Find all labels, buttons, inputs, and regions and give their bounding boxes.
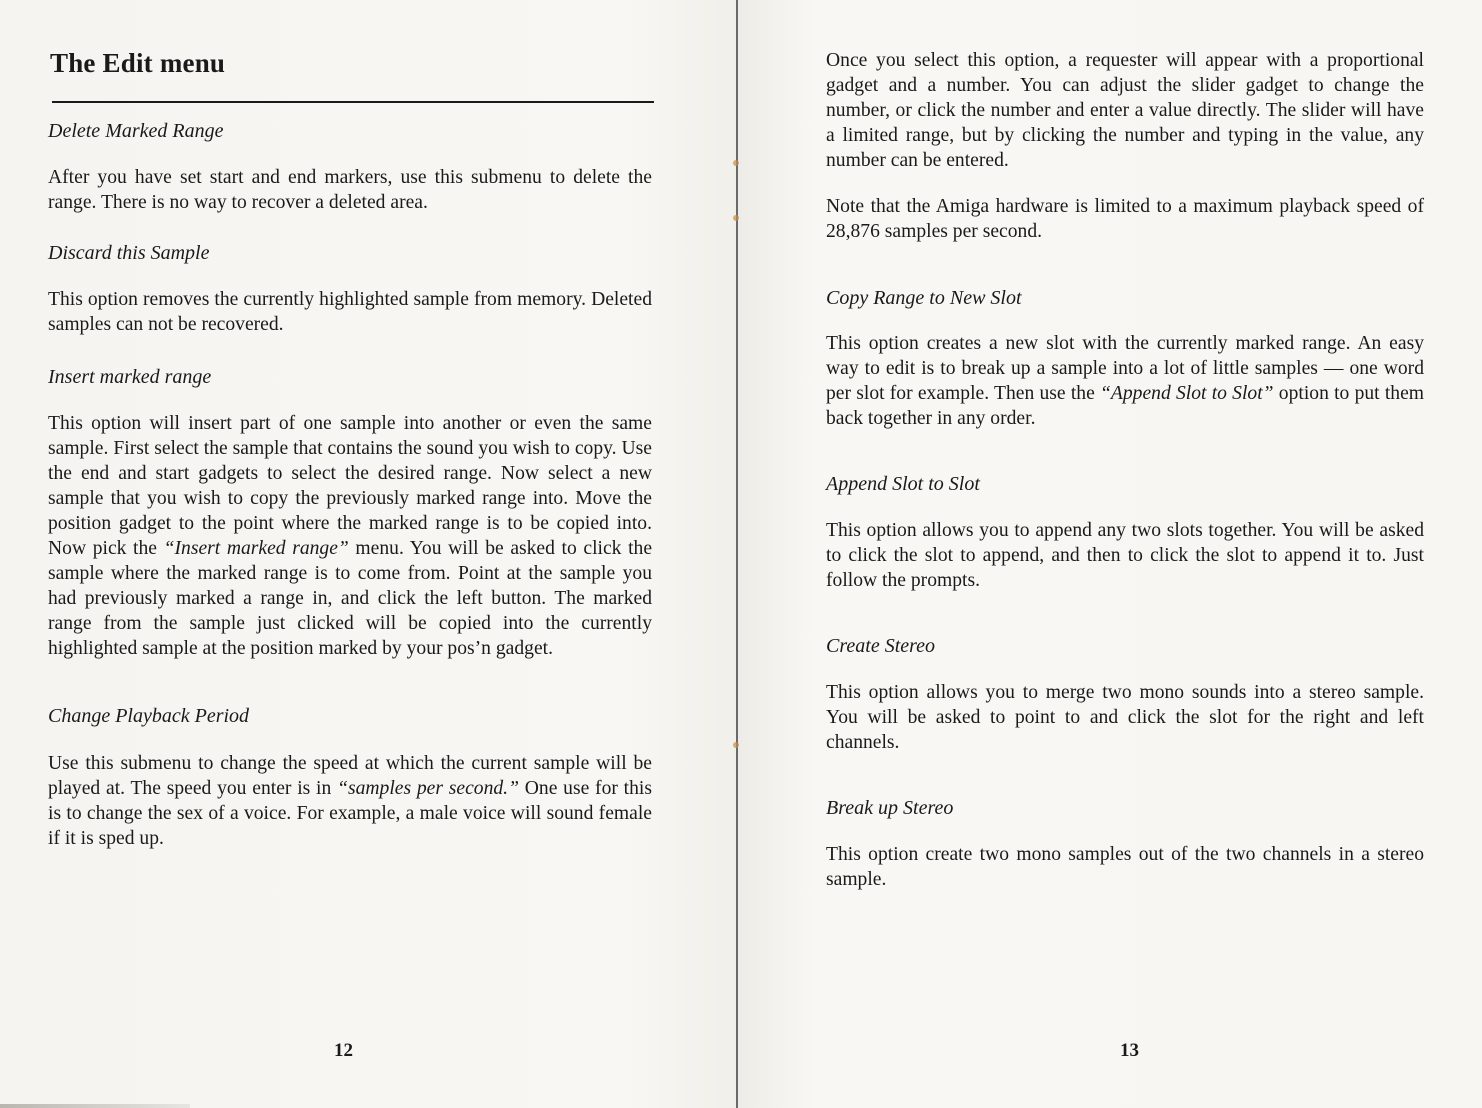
body-text: One use for this is to change the sex of a voice. For example, a male voice will sound female if it is sped up. — [48, 778, 652, 849]
spine-stain — [733, 160, 739, 166]
section-heading: Copy Range to New Slot — [826, 287, 1022, 309]
page-edge-shadow — [0, 1104, 190, 1108]
section-delete-marked-range — [48, 119, 652, 215]
section-body: This option allows you to merge two mono sounds into a stereo sample. You will be asked to point to and click the slot for the right and left channels. — [826, 682, 1424, 753]
title-rule — [52, 101, 654, 103]
body-text: option to put them back together in any order. — [826, 383, 1425, 429]
section-copy-range-to-new-slot — [826, 286, 1424, 431]
body-text: This option will insert part of one sample into another or even the same sample. First select the sample that contains the sound you wish to copy. Use the end and start gadgets to select the desired range. Now select a new sample that you wish to copy the previously marked range into. Move the position gadget to the point where the marked range is to be copied into. Now pick the — [48, 413, 652, 559]
spine-stain — [733, 215, 739, 221]
section-body: After you have set start and end markers, use this submenu to delete the range. There is no way to recover a deleted area. — [48, 167, 652, 213]
section-heading: Insert marked range — [48, 366, 212, 388]
section-body — [48, 751, 652, 851]
menu-reference: “Insert marked range” — [163, 538, 349, 559]
section-heading: Create Stereo — [826, 635, 936, 657]
section-change-playback-period — [48, 704, 652, 851]
section-break-up-stereo — [826, 796, 1424, 892]
section-body — [826, 331, 1424, 431]
intro-paragraph: Once you select this option, a requester will appear with a proportional gadget and a number. You can adjust the slider gadget to change the number, or click the number and enter a value directly. The slider will have a limited range, but by clicking the number and typing in the value, any number can be entered. — [826, 50, 1424, 171]
page-number-left: 12 — [334, 1040, 353, 1061]
section-heading: Discard this Sample — [48, 242, 210, 264]
body-text: menu. You will be asked to click the sample where the marked range is to come from. Point at the sample you had previously marked a range in, and click the left button. The marked range from the sample just clicked will be copied into the currently highlighted sample at the position marked by your pos’n gadget. — [48, 538, 653, 659]
section-create-stereo — [826, 634, 1424, 755]
unit-reference: “samples per second.” — [337, 778, 519, 799]
section-append-slot-to-slot — [826, 472, 1424, 593]
section-insert-marked-range — [48, 365, 652, 661]
option-reference: “Append Slot to Slot” — [1100, 383, 1274, 404]
section-body: This option create two mono samples out of the two channels in a stereo sample. — [826, 844, 1424, 890]
section-body: This option allows you to append any two slots together. You will be asked to click the slot to append, and then to click the slot to append it to. Just follow the prompts. — [826, 520, 1424, 591]
chapter-title: The Edit menu — [50, 48, 226, 78]
page-number-right: 13 — [1120, 1040, 1139, 1061]
book-spine — [736, 0, 738, 1108]
left-page-content — [48, 40, 652, 851]
section-body — [48, 411, 652, 661]
intro-paragraph: Note that the Amiga hardware is limited to a maximum playback speed of 28,876 samples per second. — [826, 196, 1424, 242]
spine-stain — [733, 742, 739, 748]
section-heading: Break up Stereo — [826, 797, 954, 819]
body-text: Use this submenu to change the speed at which the current sample will be played at. The speed you enter is in — [48, 753, 652, 799]
section-discard-this-sample — [48, 241, 652, 337]
section-heading: Delete Marked Range — [48, 120, 224, 142]
section-body: This option removes the currently highlighted sample from memory. Deleted samples can not be recovered. — [48, 289, 652, 335]
section-heading: Append Slot to Slot — [826, 473, 980, 495]
body-text: This option creates a new slot with the currently marked range. An easy way to edit is to break up a sample into a lot of little samples — one word per slot for example. Then use the — [826, 333, 1424, 404]
right-page-content — [826, 48, 1424, 892]
section-heading: Change Playback Period — [48, 705, 250, 727]
